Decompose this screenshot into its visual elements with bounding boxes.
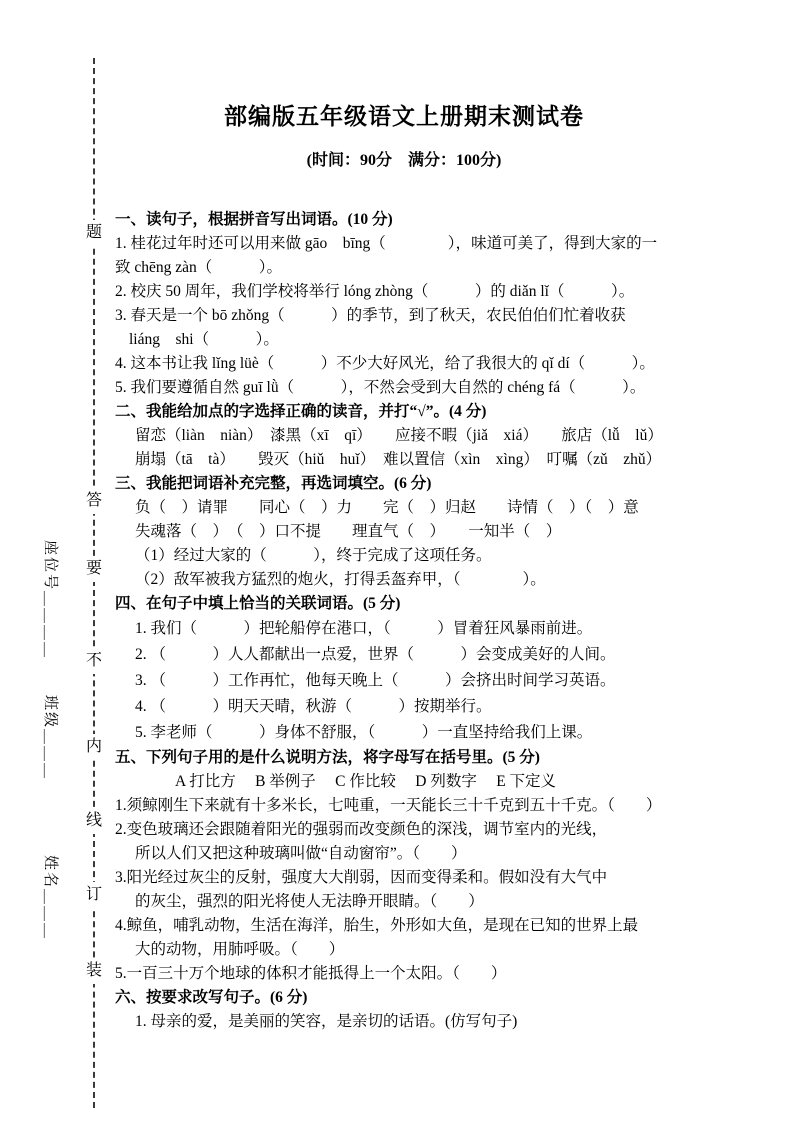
exam-line: 1. 母亲的爱，是美丽的笑容，是亲切的话语。(仿写句子) [135,1013,518,1030]
exam-line: 负（ ）请罪 同心（ ）力 完（ ）归赵 诗情（ ）（ ）意 [135,499,639,516]
name-label: 姓名＿＿＿ [42,855,58,941]
exam-line: 2. 校庆 50 周年，我们学校将举行 lóng zhòng（ ）的 diǎn lǐ（ ）。 [115,283,635,300]
section-6 [115,986,693,1034]
section-2 [115,400,693,472]
section-heading: 六、按要求改写句子。(6 分) [115,989,308,1006]
exam-line: 3. （ ）工作再忙，他每天晚上（ ）会挤出时间学习英语。 [135,672,616,689]
binding-char: 线 [84,808,104,834]
section-heading: 二、我能给加点的字选择正确的读音，并打“√”。(4 分) [115,403,487,420]
exam-line: 所以人们又把这种玻璃叫做“自动窗帘”。（ ） [135,845,467,862]
class-label: 班级＿＿＿ [42,695,58,781]
exam-line: 崩塌（tā tà） 毁灭（hiǔ huǐ） 难以置信（xìn xìng） 叮嘱（zǔ zhǔ） [135,451,662,468]
exam-line: 3. 春天是一个 bō zhǒng（ ）的季节，到了秋天，农民伯伯们忙着收获 [115,307,626,324]
sections-container [115,208,693,1034]
exam-line: （2）敌军被我方猛烈的炮火，打得丢盔弃甲，（ ）。 [135,571,546,588]
exam-line: 2.变色玻璃还会跟随着阳光的强弱而改变颜色的深浅，调节室内的光线， [115,821,608,838]
page-title: 部编版五年级语文上册期末测试卷 [224,104,584,129]
exam-line: 留恋（liàn niàn） 漆黑（xī qī） 应接不暇（jiǎ xiá） 旅店（lǚ lǔ） [135,427,663,444]
exam-line: 4. 这本书让我 lǐng lüè（ ）不少大好风光，给了我很大的 qǐ dí（ ）。 [115,355,655,372]
exam-line: 1. 我们（ ）把轮船停在港口，（ ）冒着狂风暴雨前进。 [135,620,593,637]
binding-char: 订 [84,882,104,908]
binding-char: 不 [84,648,104,674]
exam-line: 致 chēng zàn（ ）。 [115,259,283,276]
exam-line: 5. 李老师（ ）身体不舒服，（ ）一直坚持给我们上课。 [135,724,593,741]
section-1 [115,208,693,400]
binding-char: 答 [84,488,104,514]
exam-line: 3.阳光经过灰尘的反射，强度大大削弱，因而变得柔和。假如没有大气中 [115,869,608,886]
exam-line: A 打比方 B 举例子 C 作比较 D 列数字 E 下定义 [175,773,557,790]
exam-line: 5.一百三十万个地球的体积才能抵得上一个太阳。（ ） [115,965,507,982]
section-heading: 五、下列句子用的是什么说明方法，将字母写在括号里。(5 分) [115,749,540,766]
exam-line: 1.须鲸刚生下来就有十多米长，七吨重，一天能长三十千克到五十千克。（ ） [115,797,662,814]
exam-line: 大的动物，用肺呼吸。（ ） [135,941,345,958]
exam-line: 的灰尘，强烈的阳光将使人无法睁开眼睛。（ ） [135,893,484,910]
binding-char: 内 [84,734,104,760]
section-heading: 三、我能把词语补充完整，再选词填空。(6 分) [115,475,432,492]
section-3 [115,472,693,592]
exam-line: 4.鲸鱼，哺乳动物，生活在海洋，胎生，外形如大鱼，是现在已知的世界上最 [115,917,639,934]
exam-content [115,98,693,1034]
section-5 [115,746,693,986]
exam-line: 4. （ ）明天天晴，秋游（ ）按期举行。 [135,698,492,715]
binding-seal-line [93,58,95,1108]
section-heading: 一、读句子，根据拼音写出词语。(10 分) [115,211,393,228]
binding-char: 要 [84,556,104,582]
exam-line: 5. 我们要遵循自然 guī lǜ（ ），不然会受到大自然的 chéng fá（ ）。 [115,379,646,396]
section-4 [115,592,693,746]
binding-char: 题 [84,220,104,246]
section-heading: 四、在句子中填上恰当的关联词语。(5 分) [115,595,401,612]
exam-line: 2. （ ）人人都献出一点爱，世界（ ）会变成美好的人间。 [135,646,616,663]
binding-char: 装 [84,958,104,984]
exam-meta: (时间：90分 满分：100分) [306,152,502,169]
exam-line: 1. 桂花过年时还可以用来做 gāo bīng（ ），味道可美了，得到大家的一 [115,235,658,252]
exam-line: 失魂落（ ） （ ）口不提 理直气（ ） 一知半（ ） [135,523,562,540]
exam-line: liáng shi（ ）。 [129,331,279,348]
seat-number-label: 座位号＿＿＿＿ [42,540,58,660]
exam-line: （1）经过大家的（ ），终于完成了这项任务。 [135,547,492,564]
